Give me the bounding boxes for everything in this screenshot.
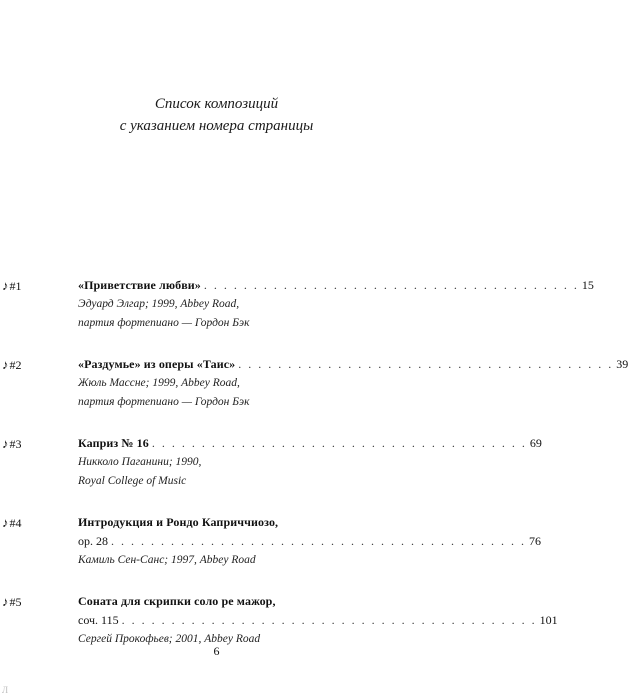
entry-meta-line-1: Эдуард Элгар; 1999, Abbey Road, xyxy=(78,298,240,310)
entry-title: «Раздумье» из оперы «Таис» xyxy=(78,357,236,371)
entry-title: Интродукция и Рондо Каприччиозо, xyxy=(78,515,279,529)
entry-title: Каприз № 16 xyxy=(78,436,149,450)
entry-marker xyxy=(2,513,82,533)
leader-dots: . . . . . . . . . . . . . . . . . . . . . . . . . . . . . . . . . . . . . . . . . . xyxy=(111,534,526,548)
page-title xyxy=(0,93,433,137)
entry-title: «Приветствие любви» xyxy=(78,278,201,292)
entry-title-row xyxy=(78,434,542,453)
entry-page-number: 69 xyxy=(529,436,542,450)
entry-marker xyxy=(2,355,82,375)
entry-continuation-row xyxy=(78,611,558,630)
entry-number: #1 xyxy=(9,279,22,293)
entry-continuation-row xyxy=(78,532,541,551)
music-note-icon: ♪ xyxy=(2,594,9,609)
list-item xyxy=(2,434,542,491)
list-item xyxy=(2,592,558,649)
leader-dots: . . . . . . . . . . . . . . . . . . . . . . . . . . . . . . . . . . . . . . xyxy=(203,278,579,292)
entry-page-number: 39 xyxy=(616,357,628,371)
music-note-icon: ♪ xyxy=(2,278,9,293)
entry-number: #5 xyxy=(9,595,22,609)
leader-dots: . . . . . . . . . . . . . . . . . . . . . . . . . . . . . . . . . . . . . . xyxy=(238,357,614,371)
music-note-icon: ♪ xyxy=(2,515,9,530)
list-item xyxy=(2,355,628,412)
entry-marker xyxy=(2,592,82,612)
entry-title-continuation: соч. 115 xyxy=(78,613,119,627)
entry-title-row xyxy=(78,513,368,532)
entry-number: #4 xyxy=(9,516,22,530)
entry-marker xyxy=(2,434,82,454)
entry-page-number: 76 xyxy=(529,534,541,548)
entry-title-row xyxy=(78,276,594,295)
edge-mark: Л xyxy=(2,685,9,695)
entry-meta-line-2: партия фортепиано — Гордон Бэк xyxy=(78,396,250,408)
entry-marker xyxy=(2,276,82,296)
entry-meta-line-1: Камиль Сен-Санс; 1997, Abbey Road xyxy=(78,554,256,566)
entry-title-continuation: ор. 28 xyxy=(78,534,108,548)
page-title-line-2: с указанием номера страницы xyxy=(119,118,314,134)
music-note-icon: ♪ xyxy=(2,436,9,451)
entry-number: #2 xyxy=(9,358,22,372)
entry-meta-line-2: партия фортепиано — Гордон Бэк xyxy=(78,317,250,329)
page-title-line-1: Список композиций xyxy=(154,96,279,112)
entry-title-row xyxy=(78,592,368,611)
entry-meta-line-2: Royal College of Music xyxy=(78,475,187,487)
entry-title: Соната для скрипки соло ре мажор, xyxy=(78,594,276,608)
entry-number: #3 xyxy=(9,437,22,451)
music-note-icon: ♪ xyxy=(2,357,9,372)
entry-meta-line-1: Жюль Массне; 1999, Abbey Road, xyxy=(78,377,240,389)
entry-meta-line-1: Сергей Прокофьев; 2001, Abbey Road xyxy=(78,633,261,645)
entry-title-row xyxy=(78,355,628,374)
footer-page-number: 6 xyxy=(213,644,220,658)
leader-dots: . . . . . . . . . . . . . . . . . . . . . . . . . . . . . . . . . . . . . . . . . . xyxy=(121,613,537,627)
entry-page-number: 101 xyxy=(539,613,558,627)
entry-meta-line-1: Никколо Паганини; 1990, xyxy=(78,456,202,468)
entry-page-number: 15 xyxy=(581,278,594,292)
leader-dots: . . . . . . . . . . . . . . . . . . . . . . . . . . . . . . . . . . . . . . xyxy=(151,436,527,450)
composition-list xyxy=(2,276,628,671)
list-item xyxy=(2,513,541,570)
list-item xyxy=(2,276,594,333)
